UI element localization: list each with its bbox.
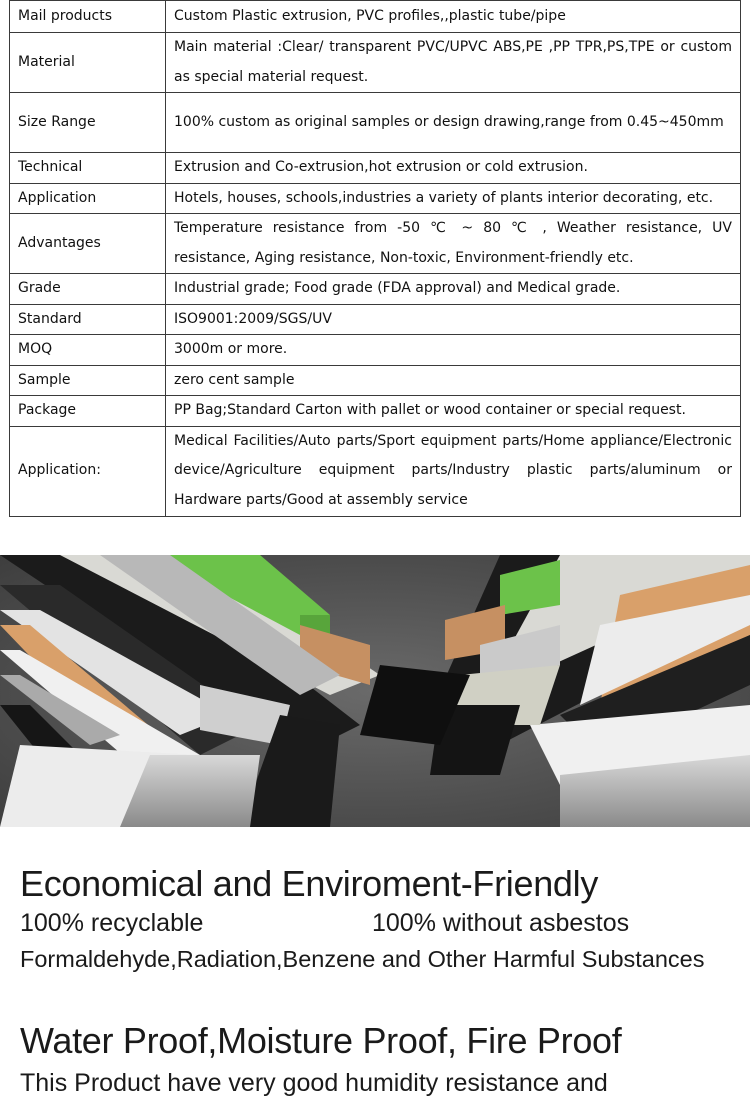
proof-description: This Product have very good humidity resistance and	[20, 1069, 608, 1097]
row-label: Technical	[10, 153, 166, 184]
row-label: Size Range	[10, 93, 166, 153]
row-value: zero cent sample	[166, 365, 741, 396]
table-row	[10, 304, 741, 335]
row-label: Sample	[10, 365, 166, 396]
table-row	[10, 426, 741, 516]
row-value: 100% custom as original samples or design drawing,range from 0.45~450mm	[166, 93, 741, 153]
row-value: Main material :Clear/ transparent PVC/UPVC ABS,PE ,PP TPR,PS,TPE or custom as special material request.	[166, 33, 741, 93]
eco-section-title: Economical and Enviroment-Friendly	[20, 863, 599, 904]
row-value: Custom Plastic extrusion, PVC profiles,,plastic tube/pipe	[166, 1, 741, 33]
row-label: Standard	[10, 304, 166, 335]
eco-item-asbestos: 100% without asbestos	[372, 909, 630, 937]
row-value: Extrusion and Co-extrusion,hot extrusion or cold extrusion.	[166, 153, 741, 184]
row-label: Mail products	[10, 1, 166, 33]
row-label: Material	[10, 33, 166, 93]
table-row	[10, 396, 741, 427]
row-label: Application:	[10, 426, 166, 516]
row-label: Package	[10, 396, 166, 427]
table-row	[10, 365, 741, 396]
spec-table	[9, 0, 741, 517]
row-label: Advantages	[10, 214, 166, 274]
product-photo	[0, 555, 750, 827]
row-value: Hotels, houses, schools,industries a variety of plants interior decorating, etc.	[166, 183, 741, 214]
row-value: PP Bag;Standard Carton with pallet or wood container or special request.	[166, 396, 741, 427]
row-value: Industrial grade; Food grade (FDA approval) and Medical grade.	[166, 274, 741, 305]
row-value: Temperature resistance from -50 ℃ ~ 80 ℃ , Weather resistance, UV resistance, Aging resistance, Non-toxic, Environment-friendly etc.	[166, 214, 741, 274]
table-row	[10, 1, 741, 33]
table-row	[10, 274, 741, 305]
proof-section-title: Water Proof,Moisture Proof, Fire Proof	[20, 1020, 622, 1061]
row-label: Grade	[10, 274, 166, 305]
extrusion-profiles-image	[0, 555, 750, 827]
table-row	[10, 335, 741, 366]
table-row	[10, 33, 741, 93]
table-row	[10, 93, 741, 153]
eco-item-recyclable: 100% recyclable	[20, 909, 204, 937]
table-row	[10, 183, 741, 214]
eco-item-substances: Formaldehyde,Radiation,Benzene and Other Harmful Substances	[20, 946, 705, 972]
row-value: Medical Facilities/Auto parts/Sport equipment parts/Home appliance/Electronic device/Agriculture equipment parts/Industry plastic parts/aluminum or Hardware parts/Good at assembly service	[166, 426, 741, 516]
row-label: Application	[10, 183, 166, 214]
row-value: ISO9001:2009/SGS/UV	[166, 304, 741, 335]
table-row	[10, 214, 741, 274]
row-value: 3000m or more.	[166, 335, 741, 366]
row-label: MOQ	[10, 335, 166, 366]
table-row	[10, 153, 741, 184]
